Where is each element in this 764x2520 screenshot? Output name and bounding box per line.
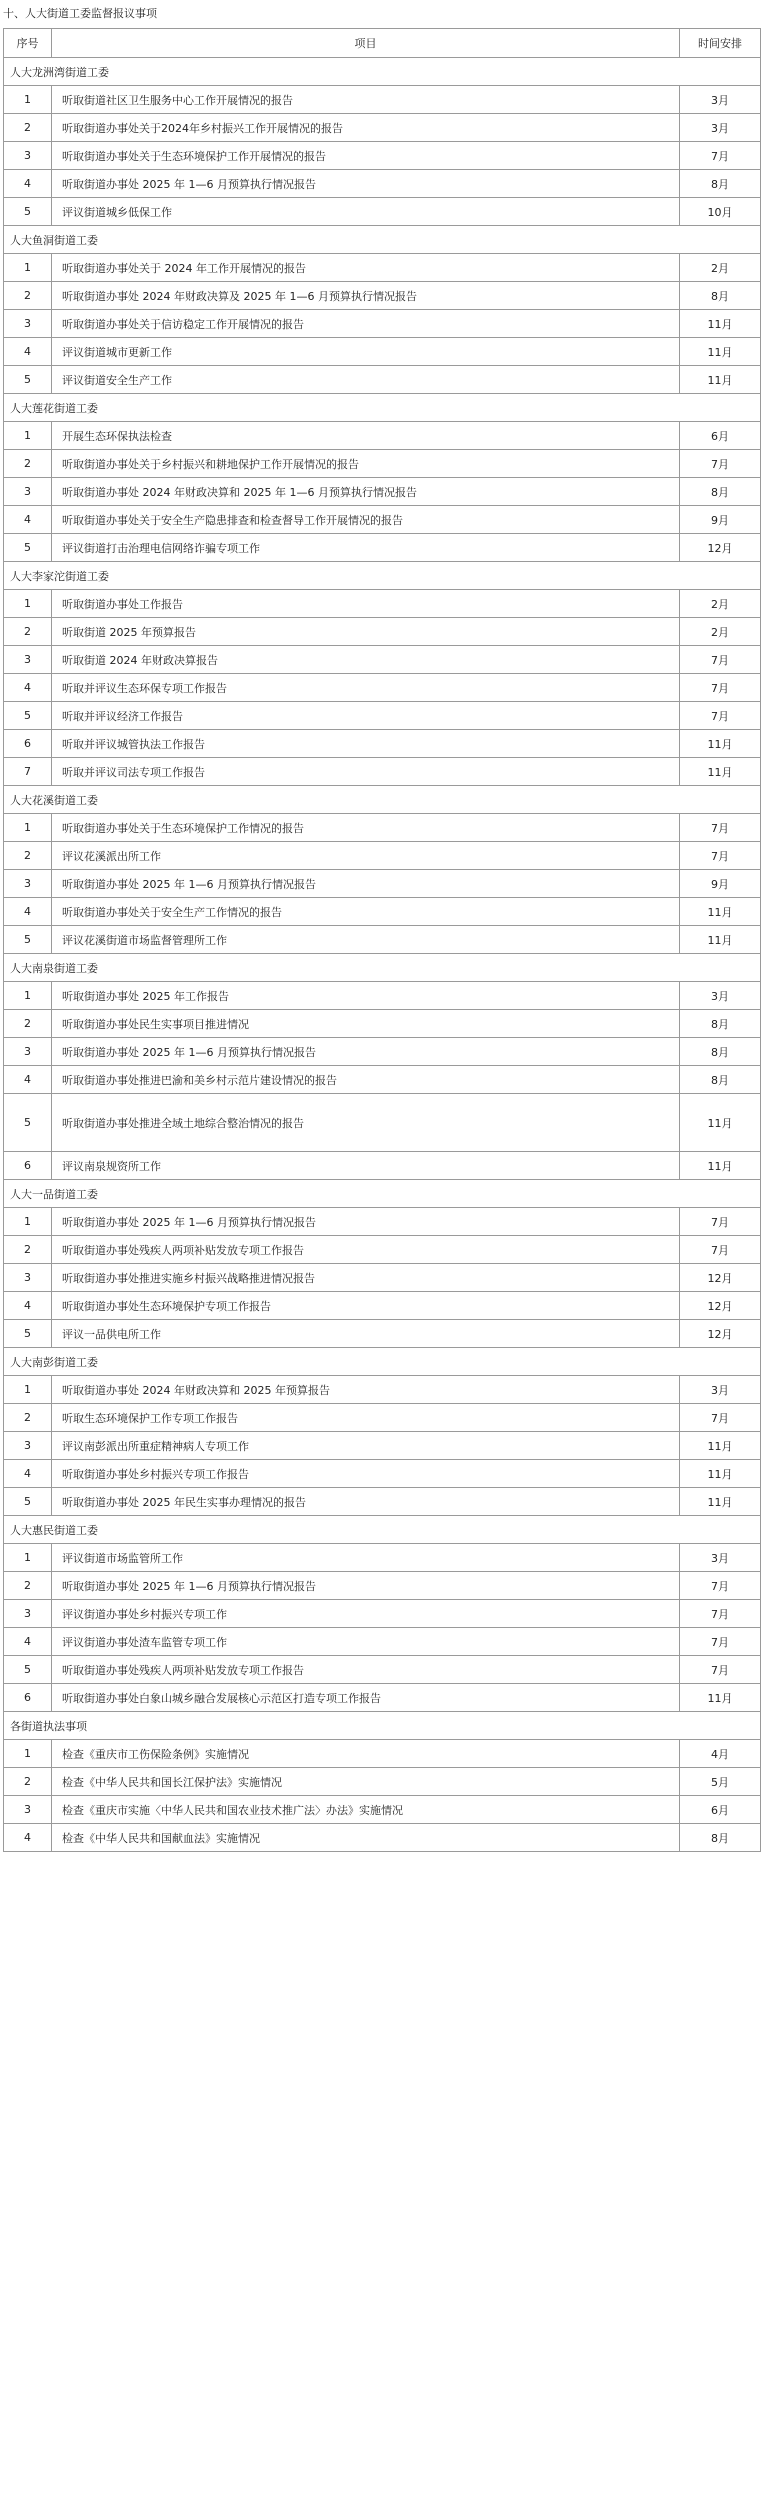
row-time: 11月 xyxy=(680,1488,761,1516)
row-time: 12月 xyxy=(680,1292,761,1320)
section-title: 人大惠民街道工委 xyxy=(4,1516,761,1544)
row-time: 8月 xyxy=(680,1038,761,1066)
row-item: 听取街道办事处关于 2024 年工作开展情况的报告 xyxy=(52,254,680,282)
row-time: 6月 xyxy=(680,422,761,450)
table-row xyxy=(4,506,761,534)
row-time: 7月 xyxy=(680,450,761,478)
row-index: 1 xyxy=(4,814,52,842)
row-time: 12月 xyxy=(680,1264,761,1292)
row-time: 7月 xyxy=(680,674,761,702)
section-title: 人大南泉街道工委 xyxy=(4,954,761,982)
row-time: 3月 xyxy=(680,982,761,1010)
section-row xyxy=(4,1712,761,1740)
row-item: 听取街道办事处关于安全生产隐患排查和检查督导工作开展情况的报告 xyxy=(52,506,680,534)
row-time: 7月 xyxy=(680,142,761,170)
row-item: 听取街道办事处推进巴渝和美乡村示范片建设情况的报告 xyxy=(52,1066,680,1094)
row-index: 5 xyxy=(4,926,52,954)
row-index: 2 xyxy=(4,1236,52,1264)
table-row xyxy=(4,1600,761,1628)
row-time: 8月 xyxy=(680,478,761,506)
row-time: 8月 xyxy=(680,1066,761,1094)
row-index: 1 xyxy=(4,982,52,1010)
row-item: 听取街道办事处 2024 年财政决算和 2025 年 1—6 月预算执行情况报告 xyxy=(52,478,680,506)
row-item: 听取街道办事处民生实事项目推进情况 xyxy=(52,1010,680,1038)
row-time: 7月 xyxy=(680,842,761,870)
row-item: 听取街道办事处 2024 年财政决算及 2025 年 1—6 月预算执行情况报告 xyxy=(52,282,680,310)
row-time: 7月 xyxy=(680,1208,761,1236)
row-time: 3月 xyxy=(680,1376,761,1404)
row-index: 1 xyxy=(4,1376,52,1404)
row-item: 听取街道办事处 2025 年 1—6 月预算执行情况报告 xyxy=(52,170,680,198)
row-time: 12月 xyxy=(680,534,761,562)
table-row xyxy=(4,702,761,730)
row-index: 2 xyxy=(4,1010,52,1038)
table-row xyxy=(4,1740,761,1768)
table-row xyxy=(4,478,761,506)
table-row xyxy=(4,142,761,170)
row-item: 评议一品供电所工作 xyxy=(52,1320,680,1348)
row-index: 6 xyxy=(4,1684,52,1712)
row-item: 听取街道办事处 2024 年财政决算和 2025 年预算报告 xyxy=(52,1376,680,1404)
row-time: 7月 xyxy=(680,1236,761,1264)
section-title: 人大鱼洞街道工委 xyxy=(4,226,761,254)
row-index: 3 xyxy=(4,1432,52,1460)
row-index: 5 xyxy=(4,1320,52,1348)
row-index: 4 xyxy=(4,674,52,702)
table-row xyxy=(4,1768,761,1796)
row-item: 听取街道办事处 2025 年 1—6 月预算执行情况报告 xyxy=(52,1208,680,1236)
row-index: 3 xyxy=(4,310,52,338)
table-row xyxy=(4,1404,761,1432)
table-row xyxy=(4,1376,761,1404)
row-time: 4月 xyxy=(680,1740,761,1768)
section-title: 各街道执法事项 xyxy=(4,1712,761,1740)
header-index: 序号 xyxy=(4,29,52,58)
row-index: 4 xyxy=(4,1628,52,1656)
table-row xyxy=(4,1544,761,1572)
table-row xyxy=(4,898,761,926)
row-index: 4 xyxy=(4,1460,52,1488)
row-time: 8月 xyxy=(680,282,761,310)
section-title: 人大花溪街道工委 xyxy=(4,786,761,814)
table-row xyxy=(4,870,761,898)
row-time: 7月 xyxy=(680,1628,761,1656)
row-index: 3 xyxy=(4,870,52,898)
table-row xyxy=(4,1488,761,1516)
table-row xyxy=(4,1292,761,1320)
row-item: 听取街道办事处白象山城乡融合发展核心示范区打造专项工作报告 xyxy=(52,1684,680,1712)
row-item: 听取街道办事处关于乡村振兴和耕地保护工作开展情况的报告 xyxy=(52,450,680,478)
row-time: 5月 xyxy=(680,1768,761,1796)
table-row xyxy=(4,422,761,450)
table-row xyxy=(4,1236,761,1264)
row-index: 7 xyxy=(4,758,52,786)
section-title: 人大莲花街道工委 xyxy=(4,394,761,422)
row-time: 7月 xyxy=(680,1656,761,1684)
row-index: 4 xyxy=(4,506,52,534)
page-title: 十、人大街道工委监督报议事项 xyxy=(3,7,157,20)
row-item: 听取街道办事处推进全域土地综合整治情况的报告 xyxy=(52,1094,680,1152)
row-index: 1 xyxy=(4,254,52,282)
table-row xyxy=(4,1152,761,1180)
row-time: 11月 xyxy=(680,1432,761,1460)
row-time: 7月 xyxy=(680,1600,761,1628)
section-title: 人大龙洲湾街道工委 xyxy=(4,58,761,86)
table-row xyxy=(4,730,761,758)
row-index: 2 xyxy=(4,842,52,870)
row-time: 9月 xyxy=(680,870,761,898)
section-title: 人大李家沱街道工委 xyxy=(4,562,761,590)
row-time: 11月 xyxy=(680,1460,761,1488)
row-index: 4 xyxy=(4,170,52,198)
table-body xyxy=(4,58,761,1852)
row-time: 7月 xyxy=(680,1572,761,1600)
row-index: 3 xyxy=(4,1038,52,1066)
row-item: 听取街道办事处 2025 年 1—6 月预算执行情况报告 xyxy=(52,1038,680,1066)
row-item: 听取街道办事处关于生态环境保护工作情况的报告 xyxy=(52,814,680,842)
row-index: 2 xyxy=(4,1572,52,1600)
table-row xyxy=(4,450,761,478)
row-index: 1 xyxy=(4,1208,52,1236)
section-row xyxy=(4,1180,761,1208)
table-row xyxy=(4,534,761,562)
row-time: 7月 xyxy=(680,646,761,674)
section-row xyxy=(4,58,761,86)
row-item: 听取街道 2024 年财政决算报告 xyxy=(52,646,680,674)
table-row xyxy=(4,814,761,842)
row-index: 6 xyxy=(4,730,52,758)
row-item: 评议街道办事处渣车监管专项工作 xyxy=(52,1628,680,1656)
row-index: 2 xyxy=(4,282,52,310)
row-index: 1 xyxy=(4,86,52,114)
table-row xyxy=(4,1460,761,1488)
table-row xyxy=(4,590,761,618)
table-row xyxy=(4,646,761,674)
row-time: 8月 xyxy=(680,170,761,198)
section-title: 人大南彭街道工委 xyxy=(4,1348,761,1376)
row-item: 开展生态环保执法检查 xyxy=(52,422,680,450)
row-index: 3 xyxy=(4,1796,52,1824)
row-time: 8月 xyxy=(680,1824,761,1852)
row-index: 1 xyxy=(4,1544,52,1572)
row-item: 听取街道办事处生态环境保护专项工作报告 xyxy=(52,1292,680,1320)
row-item: 听取街道办事处 2025 年工作报告 xyxy=(52,982,680,1010)
row-item: 评议南泉规资所工作 xyxy=(52,1152,680,1180)
row-index: 1 xyxy=(4,422,52,450)
row-index: 3 xyxy=(4,142,52,170)
row-index: 2 xyxy=(4,114,52,142)
row-time: 12月 xyxy=(680,1320,761,1348)
row-item: 听取生态环境保护工作专项工作报告 xyxy=(52,1404,680,1432)
row-time: 10月 xyxy=(680,198,761,226)
section-row xyxy=(4,1516,761,1544)
row-item: 听取并评议城管执法工作报告 xyxy=(52,730,680,758)
row-item: 评议花溪街道市场监督管理所工作 xyxy=(52,926,680,954)
section-row xyxy=(4,786,761,814)
row-index: 2 xyxy=(4,1768,52,1796)
row-index: 1 xyxy=(4,590,52,618)
row-index: 4 xyxy=(4,1292,52,1320)
row-item: 听取并评议经济工作报告 xyxy=(52,702,680,730)
section-title: 人大一品街道工委 xyxy=(4,1180,761,1208)
table-row xyxy=(4,1094,761,1152)
row-time: 11月 xyxy=(680,1684,761,1712)
table-row xyxy=(4,114,761,142)
row-item: 听取街道办事处关于2024年乡村振兴工作开展情况的报告 xyxy=(52,114,680,142)
table-row xyxy=(4,1628,761,1656)
row-item: 检查《重庆市工伤保险条例》实施情况 xyxy=(52,1740,680,1768)
table-row xyxy=(4,982,761,1010)
row-item: 听取街道办事处工作报告 xyxy=(52,590,680,618)
row-time: 2月 xyxy=(680,254,761,282)
row-time: 9月 xyxy=(680,506,761,534)
table-row xyxy=(4,1824,761,1852)
row-item: 评议街道打击治理电信网络诈骗专项工作 xyxy=(52,534,680,562)
row-index: 2 xyxy=(4,618,52,646)
section-row xyxy=(4,1348,761,1376)
row-item: 听取街道 2025 年预算报告 xyxy=(52,618,680,646)
table-row xyxy=(4,1066,761,1094)
row-index: 5 xyxy=(4,1488,52,1516)
header-item: 项目 xyxy=(52,29,680,58)
supervision-table xyxy=(3,28,761,1852)
row-item: 检查《重庆市实施〈中华人民共和国农业技术推广法〉办法》实施情况 xyxy=(52,1796,680,1824)
row-index: 2 xyxy=(4,450,52,478)
header-time: 时间安排 xyxy=(680,29,761,58)
row-time: 11月 xyxy=(680,898,761,926)
row-item: 听取街道办事处乡村振兴专项工作报告 xyxy=(52,1460,680,1488)
row-item: 听取街道办事处 2025 年民生实事办理情况的报告 xyxy=(52,1488,680,1516)
row-time: 3月 xyxy=(680,86,761,114)
row-item: 评议街道安全生产工作 xyxy=(52,366,680,394)
row-item: 检查《中华人民共和国献血法》实施情况 xyxy=(52,1824,680,1852)
row-item: 听取并评议生态环保专项工作报告 xyxy=(52,674,680,702)
table-row xyxy=(4,1208,761,1236)
row-time: 11月 xyxy=(680,1094,761,1152)
row-item: 评议街道城市更新工作 xyxy=(52,338,680,366)
row-index: 3 xyxy=(4,478,52,506)
row-time: 11月 xyxy=(680,730,761,758)
row-index: 6 xyxy=(4,1152,52,1180)
row-index: 3 xyxy=(4,1600,52,1628)
row-item: 评议街道城乡低保工作 xyxy=(52,198,680,226)
row-item: 听取街道办事处 2025 年 1—6 月预算执行情况报告 xyxy=(52,1572,680,1600)
row-index: 4 xyxy=(4,898,52,926)
row-item: 评议街道市场监管所工作 xyxy=(52,1544,680,1572)
table-row xyxy=(4,1038,761,1066)
row-index: 3 xyxy=(4,1264,52,1292)
row-index: 2 xyxy=(4,1404,52,1432)
table-row xyxy=(4,310,761,338)
row-index: 5 xyxy=(4,366,52,394)
table-row xyxy=(4,1796,761,1824)
row-time: 2月 xyxy=(680,590,761,618)
table-header-row xyxy=(4,29,761,58)
row-item: 听取街道社区卫生服务中心工作开展情况的报告 xyxy=(52,86,680,114)
table-row xyxy=(4,86,761,114)
row-time: 2月 xyxy=(680,618,761,646)
row-item: 听取街道办事处推进实施乡村振兴战略推进情况报告 xyxy=(52,1264,680,1292)
row-time: 11月 xyxy=(680,338,761,366)
row-time: 11月 xyxy=(680,310,761,338)
table-row xyxy=(4,1320,761,1348)
row-index: 5 xyxy=(4,534,52,562)
row-time: 11月 xyxy=(680,926,761,954)
row-item: 听取街道办事处 2025 年 1—6 月预算执行情况报告 xyxy=(52,870,680,898)
table-row xyxy=(4,758,761,786)
row-time: 8月 xyxy=(680,1010,761,1038)
row-index: 5 xyxy=(4,1656,52,1684)
table-row xyxy=(4,1684,761,1712)
table-row xyxy=(4,618,761,646)
row-time: 7月 xyxy=(680,1404,761,1432)
row-item: 听取街道办事处残疾人两项补贴发放专项工作报告 xyxy=(52,1656,680,1684)
row-item: 听取街道办事处关于信访稳定工作开展情况的报告 xyxy=(52,310,680,338)
row-item: 评议南彭派出所重症精神病人专项工作 xyxy=(52,1432,680,1460)
row-item: 检查《中华人民共和国长江保护法》实施情况 xyxy=(52,1768,680,1796)
section-row xyxy=(4,954,761,982)
row-index: 4 xyxy=(4,338,52,366)
row-time: 7月 xyxy=(680,814,761,842)
row-time: 11月 xyxy=(680,758,761,786)
table-row xyxy=(4,1264,761,1292)
row-time: 3月 xyxy=(680,1544,761,1572)
table-row xyxy=(4,1572,761,1600)
section-row xyxy=(4,562,761,590)
row-index: 4 xyxy=(4,1824,52,1852)
row-index: 1 xyxy=(4,1740,52,1768)
table-row xyxy=(4,1432,761,1460)
row-time: 7月 xyxy=(680,702,761,730)
table-row xyxy=(4,1656,761,1684)
table-row xyxy=(4,366,761,394)
row-time: 3月 xyxy=(680,114,761,142)
row-item: 听取街道办事处关于安全生产工作情况的报告 xyxy=(52,898,680,926)
row-index: 5 xyxy=(4,198,52,226)
table-row xyxy=(4,674,761,702)
row-item: 听取街道办事处关于生态环境保护工作开展情况的报告 xyxy=(52,142,680,170)
row-index: 5 xyxy=(4,1094,52,1152)
row-index: 5 xyxy=(4,702,52,730)
row-time: 6月 xyxy=(680,1796,761,1824)
row-item: 听取街道办事处残疾人两项补贴发放专项工作报告 xyxy=(52,1236,680,1264)
row-item: 听取并评议司法专项工作报告 xyxy=(52,758,680,786)
table-row xyxy=(4,198,761,226)
row-time: 11月 xyxy=(680,1152,761,1180)
row-time: 11月 xyxy=(680,366,761,394)
table-row xyxy=(4,282,761,310)
row-index: 4 xyxy=(4,1066,52,1094)
row-item: 评议街道办事处乡村振兴专项工作 xyxy=(52,1600,680,1628)
table-row xyxy=(4,926,761,954)
table-row xyxy=(4,170,761,198)
section-row xyxy=(4,226,761,254)
table-row xyxy=(4,1010,761,1038)
row-item: 评议花溪派出所工作 xyxy=(52,842,680,870)
table-row xyxy=(4,338,761,366)
section-row xyxy=(4,394,761,422)
table-row xyxy=(4,842,761,870)
row-index: 3 xyxy=(4,646,52,674)
table-row xyxy=(4,254,761,282)
